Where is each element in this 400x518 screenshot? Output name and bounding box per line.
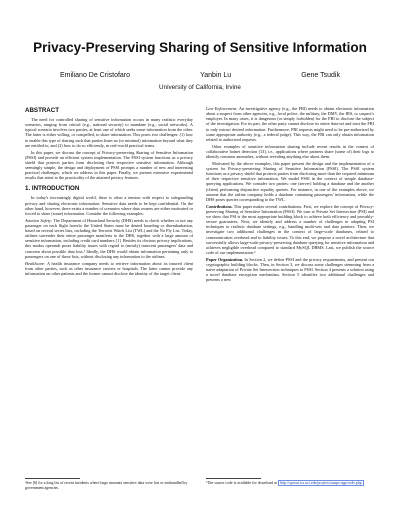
contributions-paragraph bbox=[206, 204, 374, 256]
author-list bbox=[60, 72, 340, 79]
organization-text: In Section 2, we define PSSI and the privacy requirements, and present our cryptographic building blocks. Then, in Section 3, we discuss some challenges stemming from a naive adaptation of Private Set Intersection techniques to PSSI. Section 4 presents a solution using a novel database encryption mechanism. Section 5 identifies two additional challenges and presents a new bbox=[206, 256, 375, 283]
contributions-text: This paper makes several contributions. First, we explore the concept of Privacy-preserving Sharing of Sensitive Information (PSSI). We turn to Private Set Intersection (PSI) and we show that PSI is the most appropriate building block to achieve both efficiency and provably-secure guarantees. Next, we identify and address a number of challenges in adapting PSI techniques to realistic database settings, e.g., handling multi-sets and data pointers. Then, we investigate two additional challenges in the context of large-scale databases, related to communication overhead and to liability issues. To this end, we propose a novel architecture that successfully allows large-scale privacy-preserving database querying for sensitive information and achieves negligible overhead compared to standard MySQL DBMS. Last, we publish the source code of our implementation.² bbox=[206, 203, 374, 255]
left-column bbox=[25, 106, 193, 278]
footnote-left bbox=[25, 478, 193, 490]
footnote-rule-right bbox=[206, 478, 261, 479]
author-2: Yanbin Lu bbox=[200, 72, 232, 79]
aviation-lead: Aviation Safety: bbox=[25, 217, 53, 223]
healthcare-lead: Healthcare: bbox=[25, 260, 46, 266]
abstract-paragraph-1: The need for controlled sharing of sensitive information occurs in many realistic everyday scenarios, ranging from critical (e.g., national security) to mundane (e.g., social networks). A typical scenario involves two parties, at least one of which seeks some information from the other. The latter is either willing, or compelled, to share information. This poses two challenges: (1) how to enable this type of sharing such that parties learn no (or minimal) information beyond what they are entitled to, and (2) how to do so efficiently, in real-world practical terms. bbox=[25, 117, 193, 148]
law-enforcement-text: An investigative agency (e.g., the FBI) needs to obtain electronic information about a suspect from other agencies, e.g., local police, the military, the DMV, the IRS, or suspect's employer. In many cases, it is dangerous (or simply forbidden) for the FBI to disclose the subject of the investigation. For its part, the other party cannot disclose its entire data-set and trust the FBI to only extract desired information. Furthermore, FBI requests might need to be pre-authorized by some appropriate authority (e.g., a federal judge). This way, the FBI can only obtain information related to authorized requests. bbox=[206, 106, 375, 142]
abstract-paragraph-2: In this paper, we discuss the concept of Privacy-preserving Sharing of Sensitive Information (PSSI) and provide an efficient system implementation. The PSSI system functions as a privacy shield that protects parties from disclosing their respective sensitive information. Although seemingly simple, the design and deployment of PSSI prompts a number of new and interesting practical challenges, which we address in this paper. Finally, we present extensive experimental results that attest to the practicality of the attained privacy features. bbox=[25, 149, 193, 181]
organization-paragraph bbox=[206, 257, 374, 283]
intro-paragraph-aviation bbox=[25, 218, 193, 259]
motivation-paragraph: Motivated by the above examples, this paper present the design and the implementation of a system for Privacy-preserving Sharing of Sensitive Information (PSSI). The PSSI system functions as a privacy shield that protects parties from disclosing more than the required minimum of their respective sensitive information. We model PSSI in the context of simple database-querying applications. We consider two parties: one (server) holding a database and the another (client) performing disjunctive equality queries. For instance, in one of the examples above, we assume that the airline company holds a database containing passengers' information, while the DHS poses queries corresponding to the TWL. bbox=[206, 160, 374, 202]
intro-paragraph-1: In today's increasingly digital world, there is often a tension with respect to safeguarding privacy and sharing electronic information. Sensitive data needs to be kept confidential. On the other hand, however, there exists a number of scenarios where data owners are either motivated or forced to share (some) information. Consider the following examples: bbox=[25, 195, 193, 216]
introduction-heading: 1. INTRODUCTION bbox=[25, 185, 80, 193]
paper-title: Privacy-Preserving Sharing of Sensitive Information bbox=[33, 40, 367, 55]
footnote-rule bbox=[25, 478, 80, 479]
footnote-2-text: ²The source code is available for download at bbox=[206, 481, 278, 485]
right-column bbox=[206, 106, 374, 284]
abstract-heading: ABSTRACT bbox=[25, 107, 60, 114]
law-enforcement-lead: Law Enforcement: bbox=[206, 106, 238, 111]
intro-paragraph-healthcare bbox=[25, 261, 193, 276]
affiliation: University of California, Irvine bbox=[159, 84, 241, 91]
source-code-link[interactable]: http://sprout.ics.uci.edu/projects/usaps-app/code.php bbox=[279, 481, 362, 485]
law-enforcement-paragraph bbox=[206, 106, 374, 142]
healthcare-text: A health insurance company needs to retrieve information about its insured client from other parties, such as other insurance carriers or hospitals. The latter cannot provide any information on other patients and the former cannot disclose the identity of the target client. bbox=[25, 260, 194, 276]
footnote-right bbox=[206, 478, 374, 486]
aviation-text: The Department of Homeland Security (DHS) needs to check whether or not any passenger on each flight from/to the United States must be denied boarding or disembarkation, based on several secret lists, including the Terrorist Watch List (TWL) and the No Fly List. Today, airlines surrender their entire passenger manifests to the DHS, together with a large amount of sensitive information, including credit card numbers [1]. Besides its obvious privacy implications, this modus operandi poses liability issues with regard to (mostly) innocent passengers' data and concerns about possible data loss.¹ Ideally, the DHS would obtain information pertaining only to passengers on one of those lists, without disclosing any information to the airlines. bbox=[25, 217, 193, 259]
organization-lead: Paper Organization. bbox=[206, 256, 244, 262]
contributions-lead: Contributions. bbox=[206, 203, 233, 209]
author-1: Emiliano De Cristofaro bbox=[60, 72, 131, 79]
footnote-1: ¹See [6] for a long list of recent incidents where large amounts sensitive data were lost or mishandled by government agencies. bbox=[25, 481, 188, 490]
other-examples-paragraph: Other examples of sensitive information sharing include recent results in the context of collaborative botnet detection [13], i.e., applications where partners share (some of) their logs to identify common anomalies, without revealing anything else about them. bbox=[206, 143, 374, 159]
author-3: Gene Tsudik bbox=[301, 72, 340, 79]
